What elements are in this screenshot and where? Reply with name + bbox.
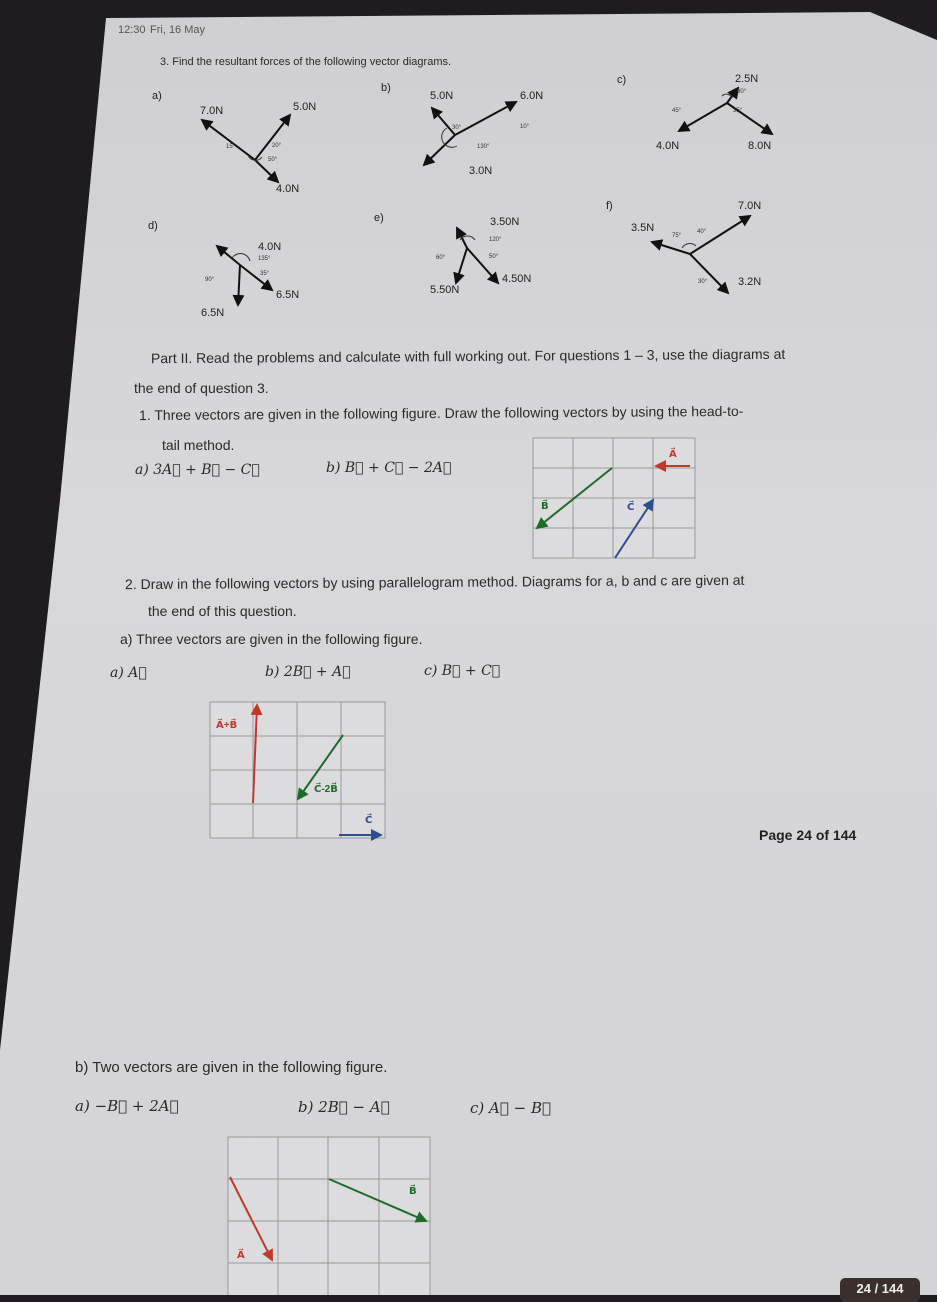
arrow-a-2 [255, 115, 290, 160]
force-label: 6.5N [201, 307, 225, 319]
grid-label-c: C⃗ [627, 502, 635, 513]
grid-q2b [228, 1137, 430, 1295]
grid-label-c: C⃗ [365, 815, 373, 826]
part2-intro: Part II. Read the problems and calculate with full working out. For questions 1 – 3, use the diagrams at [150, 345, 786, 367]
angle-label: 50° [268, 157, 278, 163]
q2-sub-b: b) Two vectors are given in the following figure. [75, 1059, 388, 1076]
force-label: 3.0N [469, 165, 493, 177]
force-label: 7.0N [200, 105, 224, 117]
diagram-f-label: f) [606, 200, 613, 212]
angle-label: 130° [477, 144, 490, 150]
q2-text: 2. Draw in the following vectors by using parallelogram method. Diagrams for a, b and c are given at [124, 571, 745, 593]
force-label: 5.0N [293, 101, 317, 113]
grid-label-a: A⃗ [669, 449, 677, 460]
angle-label: 20° [272, 143, 282, 149]
q2b-part-a: a) −B⃗ + 2A⃗ [75, 1097, 179, 1115]
arrow-b-3 [424, 135, 455, 165]
force-label: 6.5N [276, 289, 300, 301]
angle-arcs [232, 94, 732, 261]
force-label: 6.0N [520, 90, 544, 102]
q1-part-b: b) B⃗ + C⃗ − 2A⃗ [326, 460, 452, 476]
diagram-c-label: c) [617, 74, 627, 86]
q1-part-a: a) 3A⃗ + B⃗ − C⃗ [135, 462, 260, 478]
arrow-b-2 [455, 102, 516, 135]
q2-part-b: b) 2B⃗ + A⃗ [265, 664, 351, 680]
q2b-part-c: c) A⃗ − B⃗ [470, 1099, 551, 1117]
force-label: 5.50N [430, 284, 460, 296]
diagram-b-label: b) [381, 82, 391, 94]
diagram-e-label: e) [374, 212, 384, 224]
force-label: 4.0N [656, 140, 680, 152]
q1-text-cont: tail method. [162, 437, 235, 453]
force-label: 4.50N [502, 273, 532, 285]
force-label: 3.50N [490, 216, 520, 228]
force-label: 2.5N [735, 73, 759, 85]
angle-label: 120° [489, 237, 502, 243]
angle-label: 40° [697, 229, 707, 235]
angle-label: 75° [672, 233, 682, 239]
q2-text-cont: the end of this question. [148, 603, 297, 619]
q1-text: 1. Three vectors are given in the following figure. Draw the following vectors by using the head-to- [138, 402, 744, 424]
grid-label-a: A⃗ [237, 1250, 245, 1261]
part2-intro-cont: the end of question 3. [134, 380, 269, 396]
arrow-a-1 [202, 120, 255, 160]
q2b-part-b: b) 2B⃗ − A⃗ [298, 1098, 390, 1116]
status-date: Fri, 16 May [150, 24, 206, 36]
arrow-a-3 [255, 160, 278, 182]
q2-sub-a: a) Three vectors are given in the following figure. [120, 631, 423, 647]
force-label: 8.0N [748, 140, 772, 152]
grid-label-a-plus-b: A⃗+B⃗ [216, 720, 238, 731]
diagram-a-label: a) [152, 90, 162, 102]
arrow-f-1 [690, 216, 750, 254]
arrow-d-2 [240, 265, 272, 290]
arrow-e-3 [456, 248, 467, 283]
arrow-d-3 [238, 265, 240, 305]
angle-label: 135° [258, 256, 271, 262]
angle-label: 10° [520, 124, 530, 130]
angle-label: 50° [489, 254, 499, 260]
force-arrows [202, 88, 772, 305]
force-label: 5.0N [430, 90, 454, 102]
angle-label: 90° [205, 277, 215, 283]
arrow-f-2 [652, 242, 690, 254]
arrow-f-3 [690, 254, 728, 293]
force-label: 7.0N [738, 200, 762, 212]
q2-part-a: a) A⃗ [110, 665, 147, 681]
page-number-text: Page 24 of 144 [759, 827, 857, 843]
force-label: 4.0N [276, 183, 300, 195]
angle-label: 15° [226, 144, 236, 150]
force-label: 4.0N [258, 241, 282, 253]
grid-label-c-minus-2b: C⃗-2B⃗ [314, 784, 338, 795]
arrow-c-2 [679, 103, 727, 131]
question3-title: 3. Find the resultant forces of the following vector diagrams. [160, 56, 452, 68]
angle-label: 35° [260, 271, 270, 277]
diagram-d-label: d) [148, 220, 158, 232]
angle-label: 35° [733, 108, 743, 114]
status-time: 12:30 [118, 24, 146, 36]
angle-label: 80° [737, 89, 747, 95]
q2-part-c: c) B⃗ + C⃗ [424, 663, 501, 679]
arrow-d-1 [217, 246, 240, 265]
angle-label: 60° [436, 255, 446, 261]
grid-label-b: B⃗ [409, 1186, 417, 1197]
grid-label-b: B⃗ [541, 501, 549, 512]
angle-label: 45° [672, 108, 682, 114]
page-indicator-badge: 24 / 144 [840, 1278, 920, 1302]
force-label: 3.5N [631, 222, 655, 234]
force-label: 3.2N [738, 276, 762, 288]
angle-label: 30° [698, 279, 708, 285]
angle-label: 30° [452, 125, 462, 131]
